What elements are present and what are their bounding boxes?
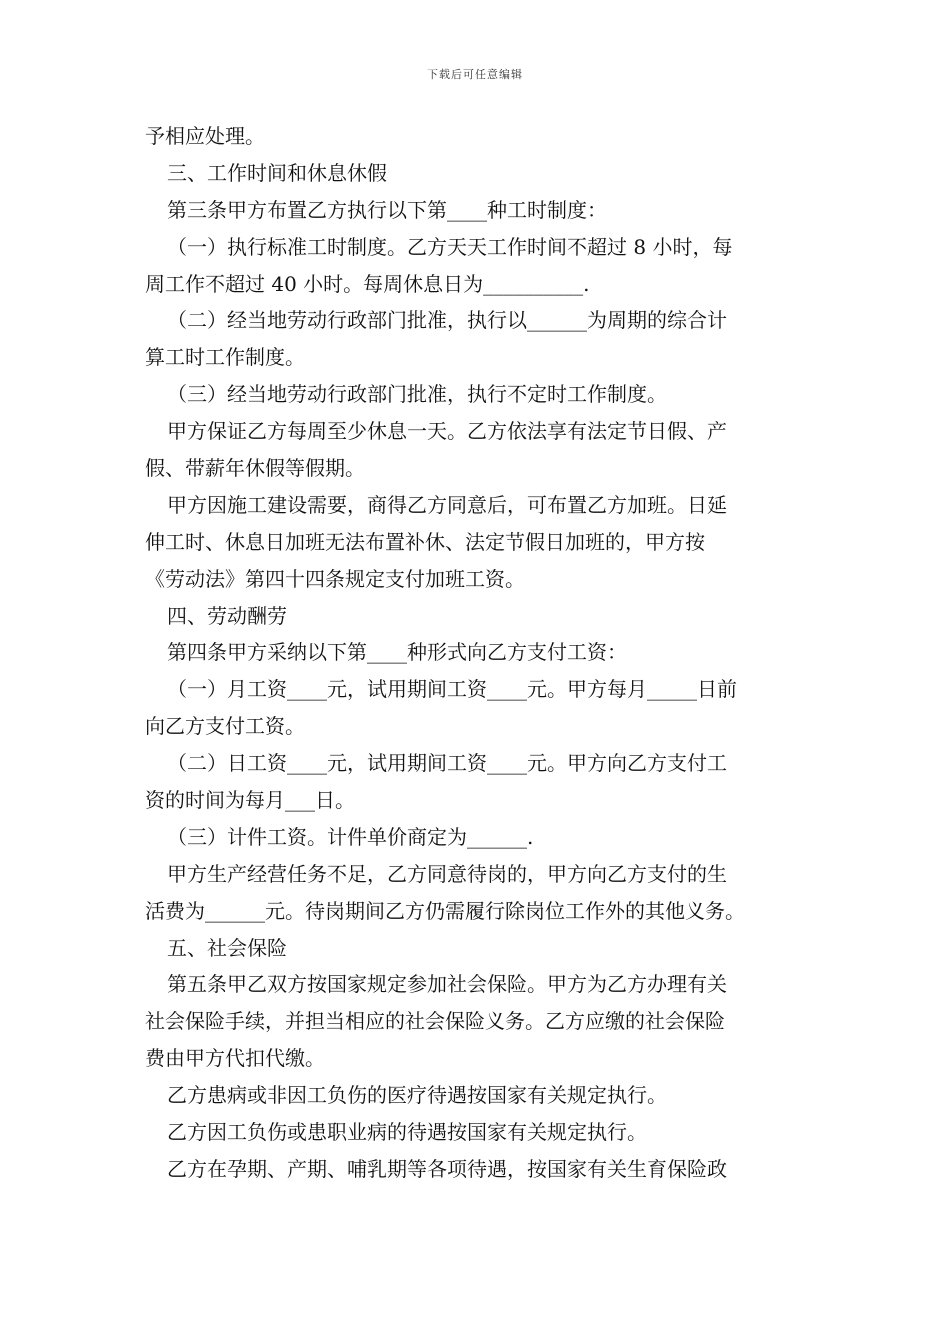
document-line: 甲方因施工建设需要，商得乙方同意后，可布置乙方加班。日延 [167,492,727,517]
document-line: 向乙方支付工资。 [145,714,305,739]
document-line: 乙方患病或非因工负伤的医疗待遇按国家有关规定执行。 [167,1083,667,1108]
document-line: （三）计件工资。计件单价商定为______. [167,824,534,849]
document-line: 资的时间为每月___日。 [145,788,355,813]
document-line: 予相应处理。 [145,124,265,148]
document-body [145,118,807,1188]
document-line: （二）日工资____元，试用期间工资____元。甲方向乙方支付工 [167,751,727,776]
document-line: 五、社会保险 [167,935,287,960]
document-line: 四、劳动酬劳 [167,603,287,628]
document-line: 算工时工作制度。 [145,345,305,370]
document-line: 社会保险手续，并担当相应的社会保险义务。乙方应缴的社会保险 [145,1009,725,1034]
document-line: （一）执行标准工时制度。乙方天天工作时间不超过 8 小时，每 [167,234,733,259]
document-line: 甲方生产经营任务不足，乙方同意待岗的，甲方向乙方支付的生 [167,861,727,886]
document-line: 第四条甲方采纳以下第____种形式向乙方支付工资： [167,640,627,665]
document-line: （二）经当地劳动行政部门批准，执行以______为周期的综合计 [167,308,727,333]
document-line: 乙方在孕期、产期、哺乳期等各项待遇，按国家有关生育保险政 [167,1156,727,1181]
document-line: 甲方保证乙方每周至少休息一天。乙方依法享有法定节日假、产 [167,419,727,444]
document-line: 周工作不超过 40 小时。每周休息日为__________. [145,271,590,296]
page-header: 下载后可任意编辑 [427,68,523,81]
document-line: 活费为______元。待岗期间乙方仍需履行除岗位工作外的其他义务。 [145,898,745,923]
document-line: （一）月工资____元，试用期间工资____元。甲方每月_____日前 [167,677,737,702]
document-line: 假、带薪年休假等假期。 [145,456,365,481]
document-line: 乙方因工负伤或患职业病的待遇按国家有关规定执行。 [167,1120,647,1145]
document-line: 第五条甲乙双方按国家规定参加社会保险。甲方为乙方办理有关 [167,972,727,997]
document-line: 费由甲方代扣代缴。 [145,1046,325,1071]
document-line: 伸工时、休息日加班无法布置补休、法定节假日加班的，甲方按 [145,529,705,554]
document-line: 第三条甲方布置乙方执行以下第____种工时制度： [167,197,607,222]
document-line: （三）经当地劳动行政部门批准，执行不定时工作制度。 [167,382,667,407]
document-line: 三、工作时间和休息休假 [167,160,387,185]
document-line: 《劳动法》第四十四条规定支付加班工资。 [145,566,525,591]
